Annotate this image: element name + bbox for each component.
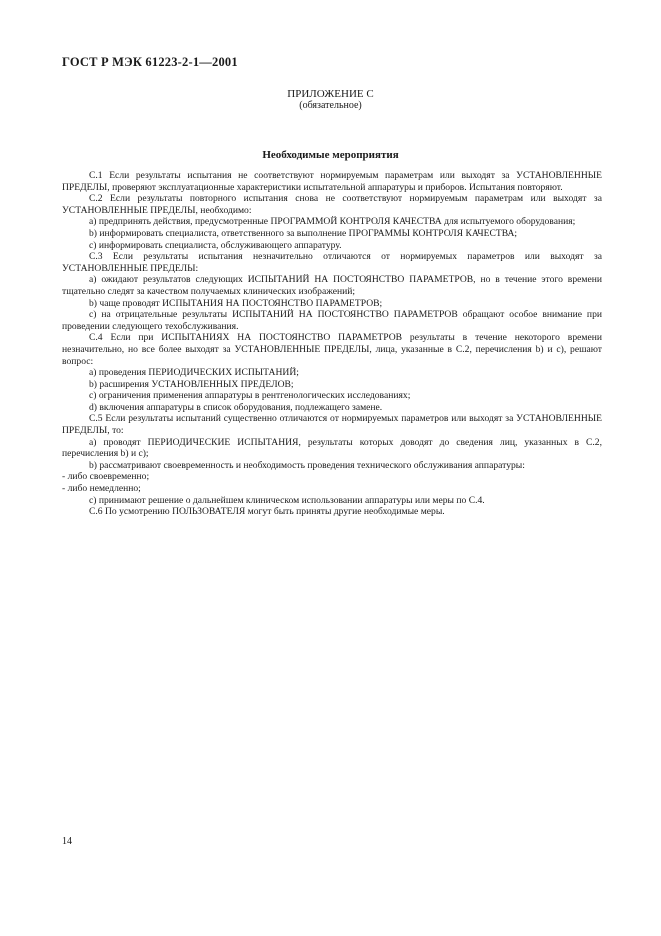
appendix-subtitle: (обязательное) — [299, 100, 362, 111]
list-item-c3-b: b) чаще проводят ИСПЫТАНИЯ НА ПОСТОЯНСТВО ПАРАМЕТРОВ; — [89, 297, 383, 309]
paragraph-c4: С.4 Если при ИСПЫТАНИЯХ НА ПОСТОЯНСТВО ПАРАМЕТРОВ результаты в течение некоторого времени незначительно, но все более выходят за УСТАНОВЛЕННЫЕ ПРЕДЕЛЫ, лица, указанные в С.2, перечисления b) и с), решают вопрос: — [62, 332, 602, 367]
list-item-c5-c: с) принимают решение о дальнейшем клиническом использовании аппаратуры или меры по С.4. — [89, 494, 485, 506]
paragraph-c1: С.1 Если результаты испытания не соответствуют нормируемым параметрам или выходят за УСТАНОВЛЕННЫЕ ПРЕДЕЛЫ, проверяют эксплуатационные характеристики испытательной аппаратуры и приборов. Испытания повторяют. — [62, 170, 602, 193]
list-item-c5-b: b) рассматривают своевременность и необходимость проведения технического обслуживания аппаратуры: — [89, 459, 525, 471]
paragraph-c3: С.3 Если результаты испытания незначительно отличаются от нормируемых параметров или выходят за УСТАНОВЛЕННЫЕ ПРЕДЕЛЫ: — [62, 251, 602, 274]
list-item-c3-a: а) ожидают результатов следующих ИСПЫТАНИЙ НА ПОСТОЯНСТВО ПАРАМЕТРОВ, но в течение этого времени тщательно следят за качеством получаемых клинических изображений; — [62, 274, 602, 297]
paragraph-c6: С.6 По усмотрению ПОЛЬЗОВАТЕЛЯ могут быть приняты другие необходимые меры. — [89, 506, 445, 518]
list-item-c2-b: b) информировать специалиста, ответственного за выполнение ПРОГРАММЫ КОНТРОЛЯ КАЧЕСТВА; — [89, 227, 518, 239]
section-title: Необходимые мероприятия — [262, 149, 399, 161]
page-number: 14 — [62, 836, 72, 847]
list-item-c2-c: с) информировать специалиста, обслуживающего аппаратуру. — [89, 239, 342, 251]
appendix-title: ПРИЛОЖЕНИЕ С — [287, 88, 374, 100]
list-item-c5-a: а) проводят ПЕРИОДИЧЕСКИЕ ИСПЫТАНИЯ, результаты которых доводят до сведения лиц, указанных в С.2, перечисления b) и с); — [62, 436, 602, 460]
document-body — [62, 170, 602, 518]
list-subitem-timely: - либо своевременно; — [62, 471, 150, 483]
standard-code-header: ГОСТ Р МЭК 61223-2-1—2001 — [62, 55, 238, 69]
list-item-c4-c: с) ограничения применения аппаратуры в рентгенологических исследованиях; — [89, 390, 411, 402]
paragraph-c5: С.5 Если результаты испытаний существенно отличаются от нормируемых параметров или выходят за УСТАНОВЛЕННЫЕ ПРЕДЕЛЫ, то: — [62, 413, 602, 437]
paragraph-c2: С.2 Если результаты повторного испытания снова не соответствуют нормируемым параметрам или выходят за УСТАНОВЛЕННЫЕ ПРЕДЕЛЫ, необходимо: — [62, 193, 602, 216]
list-item-c4-b: b) расширения УСТАНОВЛЕННЫХ ПРЕДЕЛОВ; — [89, 378, 294, 390]
list-item-c2-a: а) предпринять действия, предусмотренные ПРОГРАММОЙ КОНТРОЛЯ КАЧЕСТВА для испытуемого оборудования; — [89, 216, 576, 228]
list-item-c4-d: d) включения аппаратуры в список оборудования, подлежащего замене. — [89, 401, 383, 413]
list-subitem-immediately: - либо немедленно; — [62, 483, 141, 495]
list-item-c3-c: с) на отрицательные результаты ИСПЫТАНИЙ НА ПОСТОЯНСТВО ПАРАМЕТРОВ обращают особое внимание при проведении следующего техобслуживания. — [62, 309, 602, 332]
list-item-c4-a: а) проведения ПЕРИОДИЧЕСКИХ ИСПЫТАНИЙ; — [89, 367, 299, 379]
